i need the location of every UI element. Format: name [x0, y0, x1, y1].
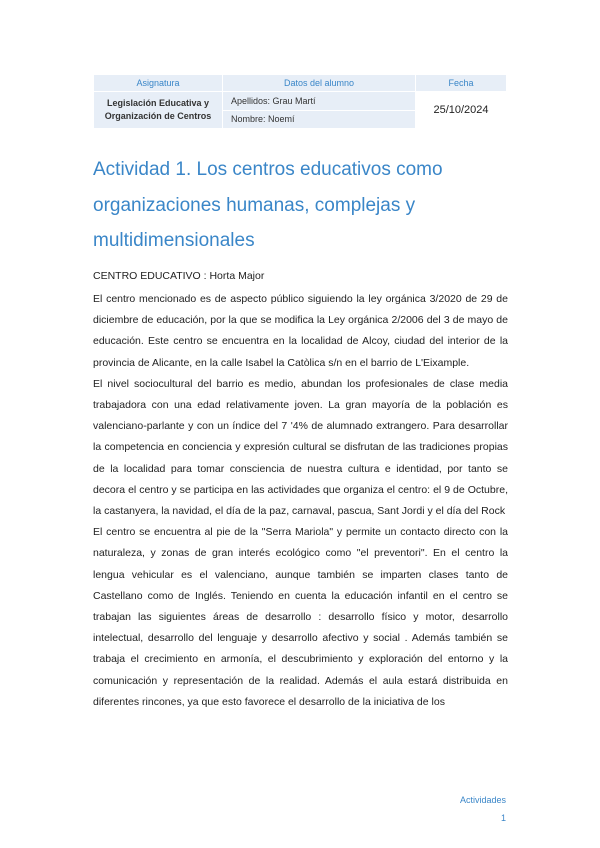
center-name: CENTRO EDUCATIVO : Horta Major: [93, 270, 265, 282]
paragraph: El centro se encuentra al pie de la "Serra Mariola" y permite un contacto directo con la naturaleza, y zonas de gran interés ecológico como "el preventori". En el centro la lengua vehicular es el valenciano, aunque también se imparten clases tanto de Castellano como de Inglés. Teniendo en cuenta la educación infantil en el centro se trabajan las siguientes áreas de desarrollo : desarrollo físico y motor, desarrollo intelectual, desarrollo del lenguaje y desarrollo afectivo y social . Además también se trabaja el crecimiento en armonía, el descubrimiento y exploración del entorno y la comunicación y representación de la realidad. Además el aula estará distribuida en diferentes rincones, ya que esto favorece el desarrollo de la iniciativa de los: [93, 526, 508, 708]
surname-cell: Apellidos: Grau Martí: [223, 92, 416, 111]
paragraph: El centro mencionado es de aspecto público siguiendo la ley orgánica 3/2020 de 29 de diciembre de educación, por la que se modifica la Ley orgánica 2/2006 del 3 de mayo de educación. Este centro se encuentra en la localidad de Alcoy, ciudad del interior de la provincia de Alicante, en la calle Isabel la Catòlica s/n en el barrio de L'Eixample.: [93, 293, 508, 369]
subject-line-2: Organización de Centros: [104, 111, 212, 121]
date-cell: 25/10/2024: [416, 92, 507, 129]
subject-cell: [94, 92, 223, 129]
subject-line-1: Legislación Educativa y: [106, 98, 210, 108]
header-table: [93, 74, 507, 129]
page-number: 1: [500, 813, 506, 823]
footer-label: Actividades: [459, 795, 506, 805]
body-text: [93, 289, 508, 713]
header-col-date: Fecha: [416, 75, 507, 92]
name-cell: Nombre: Noemí: [223, 110, 416, 129]
page-title: Actividad 1. Los centros educativos como organizaciones humanas, complejas y multidimensionales: [93, 159, 443, 251]
header-col-subject: Asignatura: [94, 75, 223, 92]
header-col-student: Datos del alumno: [223, 75, 416, 92]
paragraph: El nivel sociocultural del barrio es medio, abundan los profesionales de clase media trabajadora con una edad relativamente joven. La gran mayoría de la población es valenciano-parlante y con un índice del 7 '4% de alumnado extrangero. Para desarrollar la competencia en conciencia y expresión cultural se disfrutan de las tradiciones propias de la localidad para tomar consciencia de nuestra cultura e identidad, por tanto se decora el centro y se participa en las actividades que organiza el centro: el 9 de Octubre, la castanyera, la navidad, el día de la paz, carnaval, pascua, Sant Jordi y el día del Rock: [93, 377, 508, 518]
